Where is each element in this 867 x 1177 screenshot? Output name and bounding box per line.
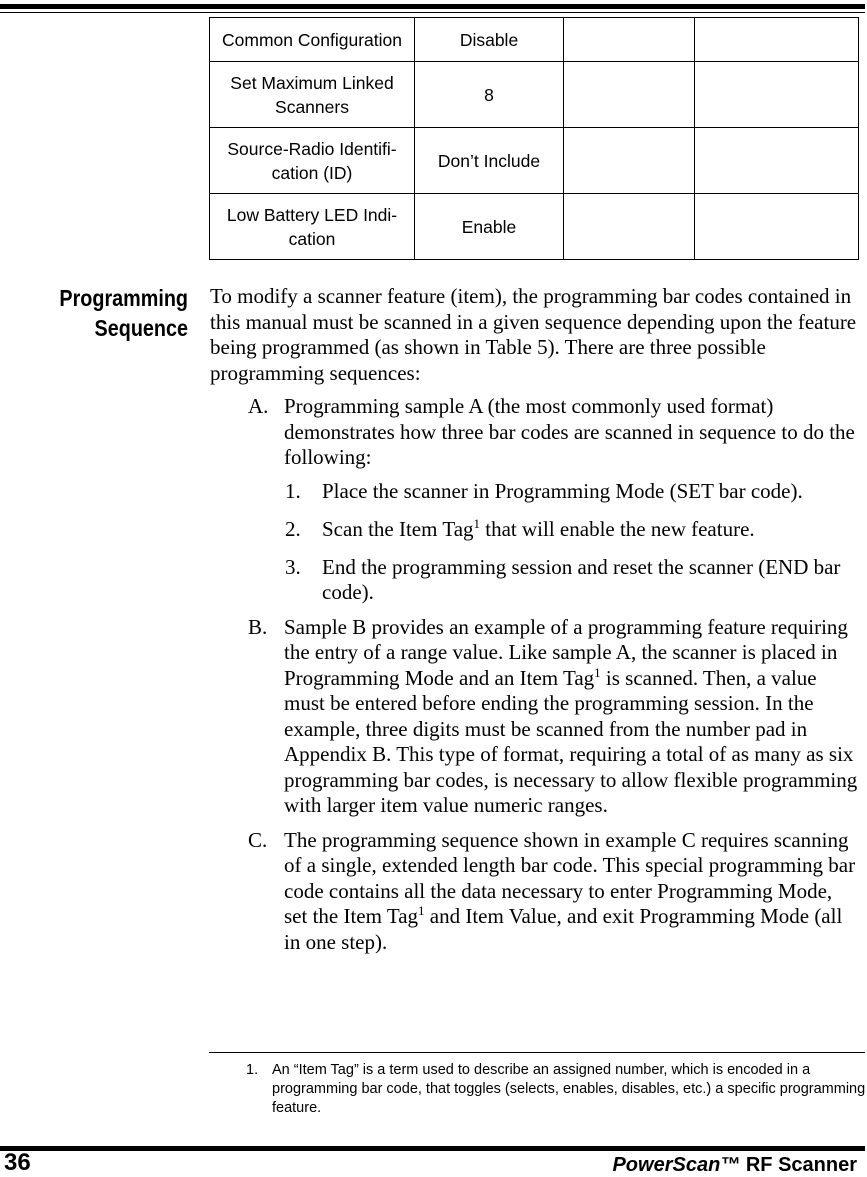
section-heading-line1: Programming — [59, 285, 188, 311]
step-item — [210, 517, 858, 543]
step-text: End the programming session and reset the scanner (END bar code). — [322, 554, 841, 604]
footnote-ref: 1 — [473, 516, 481, 531]
list-item — [210, 394, 858, 471]
top-rule-thin — [0, 12, 865, 13]
table-row — [210, 194, 859, 260]
empty-cell — [564, 128, 695, 194]
product-name: PowerScan™ — [612, 1154, 741, 1176]
empty-cell — [564, 194, 695, 260]
feature-cell: Source-Radio Identifi-cation (ID) — [210, 128, 415, 194]
product-suffix: RF Scanner — [740, 1154, 857, 1176]
table-row — [210, 62, 859, 128]
table-row — [210, 18, 859, 62]
bottom-rule — [0, 1146, 865, 1151]
feature-cell: Set Maximum Linked Scanners — [210, 62, 415, 128]
footnote-ref: 1 — [594, 664, 601, 680]
item-label: B. — [248, 614, 268, 639]
item-text: Programming sample A (the most commonly used format) demonstrates how three bar codes are scanned in sequence to do the following: — [284, 394, 855, 469]
value-cell: Enable — [415, 194, 564, 260]
item-label: A. — [248, 394, 269, 418]
footnote-rule — [209, 1052, 865, 1053]
footnote-ref: 1 — [418, 903, 425, 918]
list-item — [210, 828, 858, 956]
section-heading — [44, 283, 188, 343]
empty-cell — [695, 62, 859, 128]
empty-cell — [564, 62, 695, 128]
intro-paragraph: To modify a scanner feature (item), the programming bar codes contained in this manual must be scanned in a given sequence depending upon the feature being programmed (as shown in Table 5). There are three possible programming sequences: — [210, 284, 857, 385]
step-label: 1. — [285, 478, 301, 503]
table-row — [210, 128, 859, 194]
item-text: The programming sequence shown in example C requires scanning of a single, extended length bar code. This special programming bar code contains all the data necessary to enter Programming Mode, set the Item Tag$^1$ and Item Value, and exit Programming Mode (all in one step). — [284, 827, 856, 954]
step-label: 2. — [285, 517, 301, 541]
configuration-table — [209, 17, 859, 260]
empty-cell — [695, 194, 859, 260]
value-cell: Don’t Include — [415, 128, 564, 194]
empty-cell — [695, 18, 859, 62]
value-cell: Disable — [415, 18, 564, 62]
top-rule — [0, 4, 865, 9]
step-item — [210, 555, 858, 606]
footnote-label: 1. — [246, 1062, 259, 1078]
section-body — [210, 284, 858, 955]
feature-cell: Low Battery LED Indi-cation — [210, 194, 415, 260]
value-cell: 8 — [415, 62, 564, 128]
empty-cell — [564, 18, 695, 62]
feature-cell: Common Configuration — [210, 18, 415, 62]
step-text: Scan the Item Tag$^1$ that will enable the new feature. — [322, 516, 755, 541]
section-heading-line2: Sequence — [94, 315, 188, 341]
footnote — [246, 1061, 867, 1118]
item-label: C. — [248, 827, 268, 852]
step-label: 3. — [285, 554, 301, 579]
footnote-text: An “Item Tag” is a term used to describe an assigned number, which is encoded in a programming bar code, that toggles (selects, enables, disables, etc.) a specific programming feature. — [272, 1062, 866, 1116]
item-text: Sample B provides an example of a programming feature requiring the entry of a range value. Like sample A, the scanner is placed in Programming Mode and an Item Tag$^1$ is scanned. Then, a value must be entered before ending the programming session. In the example, three digits must be scanned from the number pad in Appendix B. This type of format, requiring a total of as many as six programming bar codes, is necessary to allow flexible programming with larger item value numeric ranges. — [284, 614, 858, 817]
step-text: Place the scanner in Programming Mode (SET bar code). — [322, 478, 803, 503]
step-item — [210, 479, 858, 505]
list-item — [210, 615, 858, 819]
page-number: 36 — [4, 1149, 31, 1176]
empty-cell — [695, 128, 859, 194]
running-footer — [612, 1153, 857, 1177]
